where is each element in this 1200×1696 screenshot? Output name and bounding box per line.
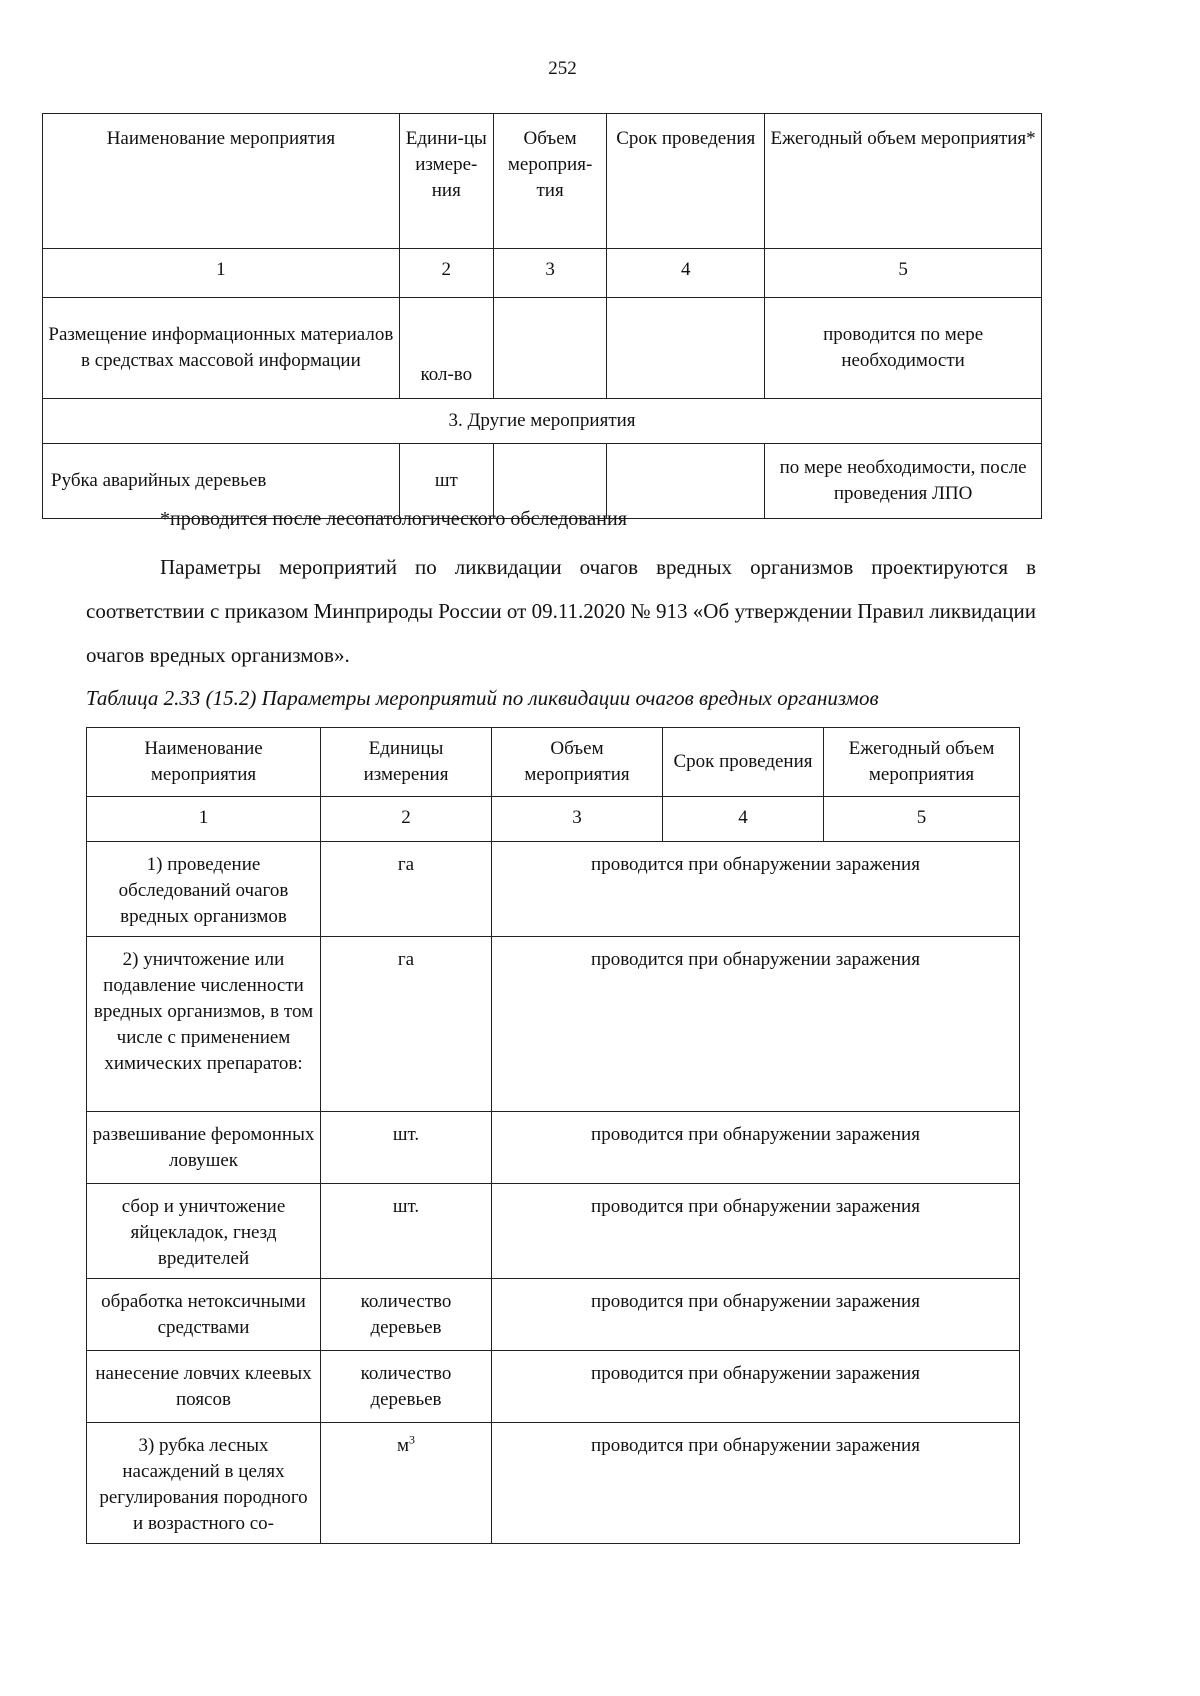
measure-name: 1) проведение обследований очагов вредных организмов [87, 842, 321, 937]
measure-unit: количество деревьев [321, 1279, 492, 1351]
measure-unit: шт. [321, 1184, 492, 1279]
measure-name: сбор и уничтожение яйцекладок, гнезд вредителей [87, 1184, 321, 1279]
measure-note: проводится при обнаружении заражения [492, 1112, 1020, 1184]
measure-note: проводится при обнаружении заражения [492, 1351, 1020, 1423]
measure-unit: га [321, 937, 492, 1112]
header-cell: Ежегодный объем мероприятия [824, 728, 1020, 797]
column-number: 3 [492, 797, 663, 842]
table-row [87, 1423, 1020, 1544]
header-cell: Срок проведения [663, 728, 824, 797]
table-row [87, 1112, 1020, 1184]
column-number: 4 [663, 797, 824, 842]
measure-name: нанесение ловчих клеевых поясов [87, 1351, 321, 1423]
measure-note: проводится при обнаружении заражения [492, 1279, 1020, 1351]
header-cell: Едини-цы измере-ния [399, 114, 493, 249]
table-row [87, 842, 1020, 937]
measure-unit: количество деревьев [321, 1351, 492, 1423]
measure-term [607, 444, 765, 519]
unit-text: м [396, 1435, 410, 1456]
table-row [87, 1184, 1020, 1279]
measure-annual: по мере необходимости, после проведения ЛПО [765, 444, 1042, 519]
table-row [87, 1279, 1020, 1351]
measure-unit: шт [399, 444, 493, 519]
page-number: 252 [548, 58, 577, 79]
column-number: 1 [43, 249, 400, 298]
measure-name: Размещение информационных материалов в средствах массовой информации [43, 298, 400, 399]
column-number: 1 [87, 797, 321, 842]
measure-unit: шт. [321, 1112, 492, 1184]
header-cell: Объем мероприятия [492, 728, 663, 797]
table-header-row [87, 728, 1020, 797]
header-cell: Наименование мероприятия [43, 114, 400, 249]
column-number: 5 [824, 797, 1020, 842]
table-row [87, 1351, 1020, 1423]
section-title: 3. Другие мероприятия [43, 399, 1042, 444]
column-number: 4 [607, 249, 765, 298]
column-number: 2 [399, 249, 493, 298]
measure-note: проводится при обнаружении заражения [492, 937, 1020, 1112]
section-row [43, 399, 1042, 444]
measure-unit: га [321, 842, 492, 937]
header-cell: Единицы измерения [321, 728, 492, 797]
measure-name: развешивание феромонных ловушек [87, 1112, 321, 1184]
header-cell: Срок проведения [607, 114, 765, 249]
measure-name: 3) рубка лесных насаждений в целях регулирования породного и возрастного со- [87, 1423, 321, 1544]
measure-note: проводится при обнаружении заражения [492, 842, 1020, 937]
pest-elimination-table [86, 727, 1020, 1544]
measure-unit: кол-во [399, 298, 493, 399]
measure-note: проводится при обнаружении заражения [492, 1184, 1020, 1279]
footnote: *проводится после лесопатологического обследования [160, 508, 627, 530]
header-cell: Ежегодный объем мероприятия* [765, 114, 1042, 249]
unit-superscript: 3 [409, 1432, 416, 1447]
column-number: 2 [321, 797, 492, 842]
measure-unit [321, 1423, 492, 1544]
column-number-row [87, 797, 1020, 842]
measure-annual: проводится по мере необходимости [765, 298, 1042, 399]
measure-term [607, 298, 765, 399]
measure-name: Рубка аварийных деревьев [43, 444, 400, 519]
column-number: 5 [765, 249, 1042, 298]
column-number-row [43, 249, 1042, 298]
table-row [87, 937, 1020, 1112]
measure-name: обработка нетоксичными средствами [87, 1279, 321, 1351]
measure-name: 2) уничтожение или подавление численности вредных организмов, в том числе с применением химических препаратов: [87, 937, 321, 1112]
table-row [43, 298, 1042, 399]
body-paragraph: Параметры мероприятий по ликвидации очагов вредных организмов проектируются в соответствии с приказом Минприроды России от 09.11.2020 № 913 «Об утверждении Правил ликвидации очагов вредных организмов». [86, 555, 1036, 667]
column-number: 3 [493, 249, 607, 298]
measure-volume [493, 298, 607, 399]
header-cell: Наименование мероприятия [87, 728, 321, 797]
table-header-row [43, 114, 1042, 249]
measures-table-continued [42, 113, 1042, 519]
header-cell: Объем мероприя-тия [493, 114, 607, 249]
measure-note: проводится при обнаружении заражения [492, 1423, 1020, 1544]
table-caption: Таблица 2.33 (15.2) Параметры мероприятий по ликвидации очагов вредных организмов [86, 686, 879, 710]
